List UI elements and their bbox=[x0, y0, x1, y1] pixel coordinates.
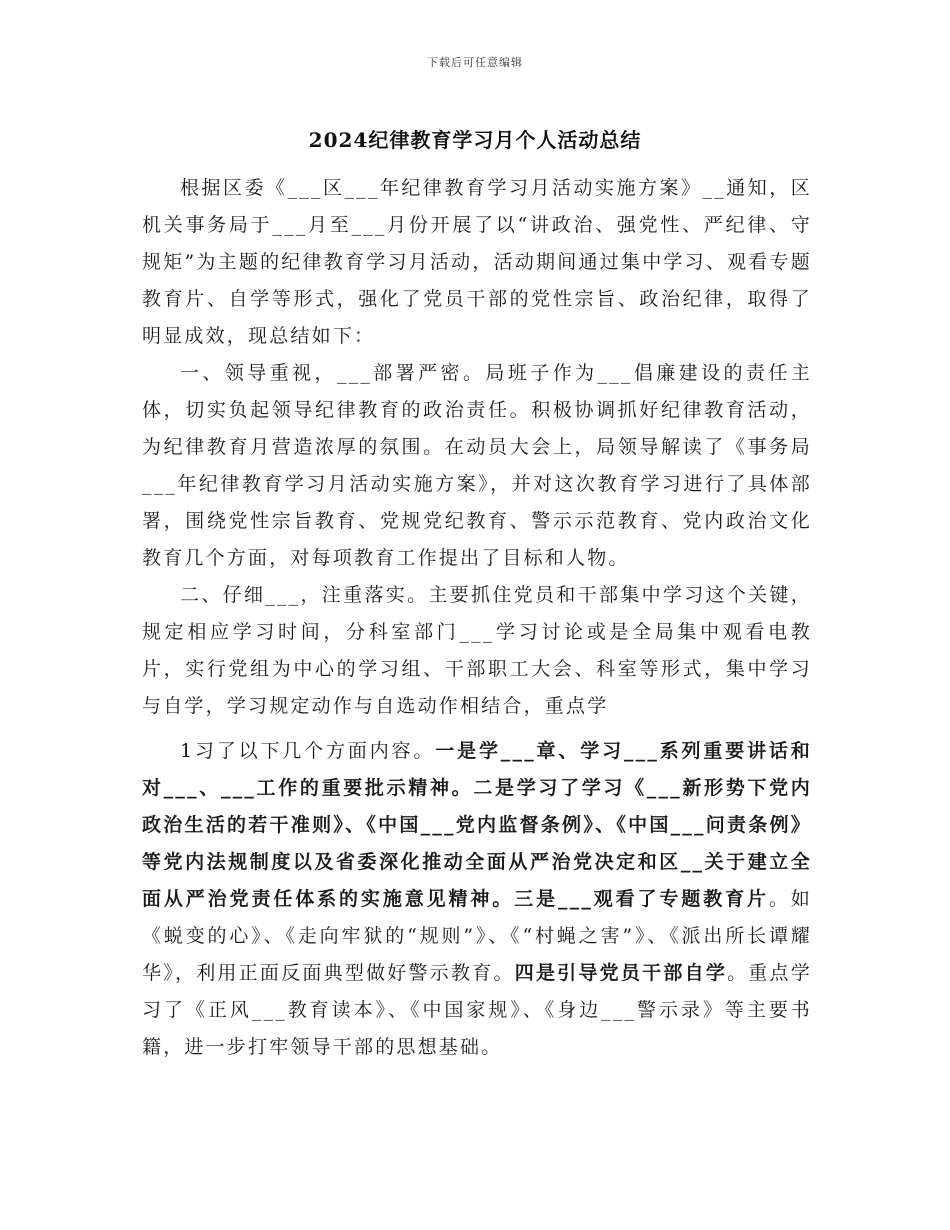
study-books-text: 。重点学习了《正风___教育读本》、《中国家规》、《身边___警示录》等主要书籍，进一步打牢领导干部的思想基础。 bbox=[142, 962, 812, 1058]
paragraph-intro: 根据区委《___区___年纪律教育学习月活动实施方案》__通知，区机关事务局于___月至___月份开展了以“讲政治、强党性、严纪律、守规矩”为主题的纪律教育学习月活动，活动期间通过集中学习、观看专题教育片、自学等形式，强化了党员干部的党性宗旨、政治纪律，取得了明显成效，现总结如下： bbox=[142, 177, 812, 347]
paragraph-study-content bbox=[142, 733, 812, 1066]
document-body bbox=[142, 170, 812, 1066]
document-title: 2024纪律教育学习月个人活动总结 bbox=[308, 128, 642, 152]
study-films-text: 。如《蜕变的心》、《走向牢狱的“规则”》、《“村蝇之害”》、《派出所长谭耀华》，利用正面反面典型做好警示教育。 bbox=[142, 888, 812, 984]
study-self-bold: 四是引导党员干部自学 bbox=[514, 962, 728, 984]
study-points-bold: 一是学___章、学习___系列重要讲话和对___、___工作的重要批示精神。二是学习了学习《___新形势下党内政治生活的若干准则》、《中国___党内监督条例》、《中国___问责条例》等党内法规制度以及省委深化推动全面从严治党决定和区__关于建立全面从严治党责任体系的实施意见精神。三是___观看了专题教育片 bbox=[142, 740, 812, 910]
paragraph-section-1: 一、领导重视，___部署严密。局班子作为___倡廉建设的责任主体，切实负起领导纪律教育的政治责任。积极协调抓好纪律教育活动，为纪律教育月营造浓厚的氛围。在动员大会上，局领导解读了《事务局___年纪律教育学习月活动实施方案》，并对这次教育学习进行了具体部署，围绕党性宗旨教育、党规党纪教育、警示示范教育、党内政治文化教育几个方面，对每项教育工作提出了目标和人物。 bbox=[142, 362, 812, 569]
study-intro-text: 1习了以下几个方面内容。 bbox=[180, 740, 436, 762]
paragraph-section-2: 二、仔细___，注重落实。主要抓住党员和干部集中学习这个关键，规定相应学习时间，分科室部门___学习讨论或是全局集中观看电教片，实行党组为中心的学习组、干部职工大会、科室等形式，集中学习与自学，学习规定动作与自选动作相结合，重点学 bbox=[142, 584, 812, 717]
header-note: 下载后可任意编辑 bbox=[427, 56, 523, 69]
